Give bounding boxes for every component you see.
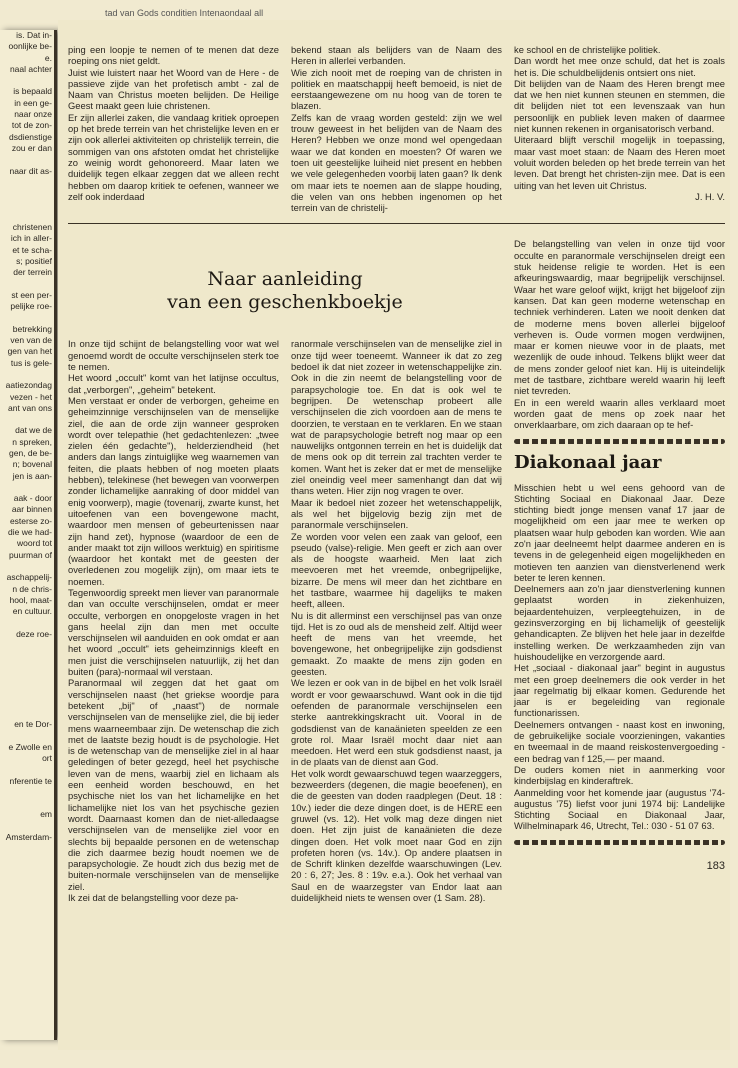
previous-page-line bbox=[0, 279, 54, 290]
paragraph: Dit belijden van de Naam des Heren brengt mee dat we hen niet kunnen steunen en stemmen, die dit belijden niet tot een levenszaak van hun persoonlijk en publiek leven maken of daarmee niet kunnen rekenen in organisatorisch verband. bbox=[514, 77, 725, 135]
previous-page-line: aatiezondag bbox=[5, 380, 52, 391]
top-article bbox=[68, 44, 725, 213]
paragraph: Dan wordt het mee onze schuld, dat het is zoals het is. Die schuldbelijdenis ontsiert ons niet. bbox=[514, 55, 725, 78]
paragraph: Tegenwoordig spreekt men liever van paranormale dan van occulte verschijnselen, omdat er meer occulte, verborgen en onopgeloste vragen in het gans heelal zijn dan men met occulte verschijnselen wil aanduiden en ook omdat er aan het woord „occult" iets geheimzinnigs kleeft en men juist die verschijnselen natuurlijk, zij het dan buiten (para)-normaal wil verstaan. bbox=[68, 586, 279, 678]
previous-page-line: tus is gele- bbox=[10, 357, 52, 368]
previous-page-line bbox=[0, 708, 54, 719]
previous-page-line: puurman of bbox=[9, 549, 52, 560]
previous-page-line bbox=[0, 798, 54, 809]
previous-page-line: dsdienstige bbox=[8, 131, 52, 142]
paragraph: bekend staan als belijders van de Naam des Heren in allerlei verbanden. bbox=[291, 44, 502, 67]
previous-page-line: is bepaald bbox=[13, 86, 52, 97]
previous-page-edge bbox=[0, 30, 57, 1040]
previous-page-line: jen is aan- bbox=[12, 470, 52, 481]
article-column-3 bbox=[514, 238, 725, 903]
article-column-3-paragraphs bbox=[514, 238, 725, 430]
previous-page-line: christenen bbox=[12, 222, 52, 233]
previous-page-line bbox=[0, 663, 54, 674]
previous-page-line bbox=[0, 188, 54, 199]
top-article-column-1 bbox=[68, 44, 279, 213]
previous-page-line: hool, maat- bbox=[9, 594, 52, 605]
previous-page-line bbox=[0, 561, 54, 572]
ornamental-divider-bottom bbox=[514, 840, 725, 845]
previous-page-line bbox=[0, 617, 54, 628]
previous-page-line bbox=[0, 211, 54, 222]
previous-page-line: naar dit as- bbox=[9, 165, 52, 176]
previous-page-line: n de chris- bbox=[12, 583, 52, 594]
previous-page-line bbox=[0, 697, 54, 708]
previous-page-line: vezen - het bbox=[9, 391, 52, 402]
previous-page-line: die we had- bbox=[8, 527, 52, 538]
previous-page-line bbox=[0, 482, 54, 493]
previous-page-line: ort bbox=[42, 753, 52, 763]
author-signature: J. H. V. bbox=[695, 190, 725, 202]
previous-page-line bbox=[0, 685, 54, 696]
previous-page-line: gen van het bbox=[7, 346, 52, 357]
paragraph: Nu is dit allerminst een verschijnsel pas van onze tijd. Het is zo oud als de mensheid zelf. Altijd weer heeft de mens van het vreemde, het bovengewone, het onbegrijpelijke zijn godsdienst gemaakt. Zo maakte de mens zijn goden en geesten. bbox=[291, 609, 502, 678]
section-divider bbox=[68, 223, 725, 224]
paragraph: We lezen er ook van in de bijbel en het volk Israël wordt er voor gewaarschuwd. Want ook in die tijd oefenden de paranormale verschijnselen een sterke aantrekkingskracht uit. Vooral in de godsdienst van de kanaänieten speelden ze een grote rol. Maar Israël mocht daar niet aan meedoen. Het werd een stuk godsdienst naast, ja in de plaats van de dienst aan God. bbox=[291, 677, 502, 768]
previous-page-line: em bbox=[40, 809, 52, 820]
paragraph: En in een wereld waarin alles verklaard moet worden gaat de mens op zoek naar het onverklaarbare, om zich daaraan op te hef- bbox=[514, 396, 725, 431]
previous-page-line: e Zwolle en bbox=[8, 741, 52, 752]
bottom-articles bbox=[68, 238, 725, 903]
previous-page-line: e. bbox=[44, 52, 52, 63]
previous-page-line: n; bovenal bbox=[12, 459, 52, 470]
previous-page-line bbox=[0, 787, 54, 798]
paragraph: De ouders komen niet in aanmerking voor kinderbijslag en kinderaftrek. bbox=[514, 763, 725, 787]
column-3-paragraphs bbox=[514, 44, 725, 191]
previous-page-line: aschappelij- bbox=[6, 572, 52, 583]
previous-page-line: et te scha- bbox=[12, 244, 52, 255]
page-content bbox=[68, 0, 725, 903]
previous-page-line: st een per- bbox=[11, 289, 52, 300]
title-line-1: Naar aanleiding bbox=[207, 268, 363, 291]
paragraph: Paranormaal wil zeggen dat het gaat om verschijnselen naast (het griekse woordje para betekent „bij" of „naast") de normale verschijnselen van de menselijke ziel, die bij ieder mens waarneembaar zijn. De wetenschap die zich met de laatste bezig houdt is de psychologie. Het is de wetenschap van de menselijke ziel in al haar geledingen of beter gezegd, heel het psychische leven van de mens, waarbij ziel en lichaam als een eenheid worden beschouwd, en het psychische niet los van het lichamelijke en het lichamelijke niet los van het psychische gezien wordt. Daarnaast komen dan de niet-alledaagse verschijnselen van de menselijke ziel voor en slechts bij bepaalde personen en de wetenschap die zich daarmee bezig houdt noemen we de parapsychologie. Ze houdt zich dus bezig met de buiten-normale verschijnselen van de menselijke ziel. bbox=[68, 677, 279, 892]
previous-page-line: woord tot bbox=[17, 538, 52, 549]
previous-page-line: n spreken, bbox=[12, 436, 52, 447]
paragraph: Misschien hebt u wel eens gehoord van de Stichting Sociaal en Diakonaal Jaar. Deze stichting biedt jonge mensen vanaf 17 jaar de mogelijkheid om een jaar mee te werken op plaatsen waar hulp geboden kan worden. Wie aan zo'n jaar deelneemt helpt daarmee anderen en is tevens in de gelegenheid eigen mogelijkheden en motieven ten aanzien van dienstverlenend werk beter te leren kennen. bbox=[514, 481, 725, 583]
previous-page-line: tot de zon- bbox=[11, 120, 52, 131]
previous-page-line: in een ge- bbox=[14, 97, 52, 108]
cut-off-header-text: tad van Gods conditien Intenaondaal all bbox=[105, 8, 264, 18]
previous-page-line: Amsterdam- bbox=[5, 832, 52, 843]
top-article-column-3 bbox=[514, 44, 725, 213]
previous-page-line: aak - door bbox=[13, 493, 52, 504]
previous-page-line: aar binnen bbox=[11, 504, 52, 515]
previous-page-line: ant van ons bbox=[8, 402, 52, 413]
previous-page-line: esterse zo- bbox=[9, 515, 52, 526]
previous-page-line: betrekking bbox=[12, 323, 52, 334]
previous-page-line: nferentie te bbox=[9, 775, 52, 786]
previous-page-line bbox=[0, 75, 54, 86]
paragraph: ke school en de christelijke politiek. bbox=[514, 44, 661, 55]
previous-page-line: der terrein bbox=[13, 267, 52, 278]
paragraph: Ik zei dat de belangstelling voor deze pa- bbox=[68, 892, 239, 903]
paragraph: Zelfs kan de vraag worden gesteld: zijn we wel trouw geweest in het belijden van de Naam des Heren? Hebben we onze mond wel opengedaan waar we dat konden en moesten? Of waren we toen uit geestelijke luiheid niet present en hebben we vele gelegenheden voorbij laten gaan? Ik denk om maar iets te noemen aan de slappe houding, die velen van ons hebben ingenomen op het terrein van de christelij- bbox=[291, 111, 502, 214]
paragraph: Het „sociaal - diakonaal jaar" begint in augustus met een groep deelnemers die ook verder in het jaar regelmatig bij elkaar komen. Gedurende het jaar is er begeleiding van regionale functionarissen. bbox=[514, 662, 725, 719]
paragraph: Juist wie luistert naar het Woord van de Here - de passieve zijde van het profetisch ambt - zal de Naam van Christus moeten belijden. De Heilige Geest maakt geen luie christenen. bbox=[68, 66, 279, 112]
paragraph: Deelnemers aan zo'n jaar dienstverlening kunnen geplaatst worden in ziekenhuizen, bejaardentehuizen, verpleegtehuizen, in de gezinsverzorging en bij lichamelijk of geestelijk gehandicapten. Ze blijven het hele jaar in dezelfde instelling werken. De werkzaamheden zijn van huishoudelijke en verzorgende aard. bbox=[514, 583, 725, 662]
article-title bbox=[68, 268, 502, 314]
paragraph: In onze tijd schijnt de belangstelling voor wat wel genoemd wordt de occulte verschijnselen sterk toe te nemen. bbox=[68, 338, 279, 373]
previous-page-line: oonlijke be- bbox=[8, 41, 52, 52]
previous-page-line: naar onze bbox=[14, 109, 52, 120]
previous-page-line: dat we de bbox=[15, 425, 52, 436]
paragraph: Men verstaat er onder de verborgen, geheime en geheimzinnige verschijnselen van de menselijke ziel, die aan de orde zijn wanneer gesproken wordt over telepathie (het gedachtenlezen: „twee zielen één gedachte"), helderziendheid (het anders dan langs zintuiglijke weg waarnemen van feiten, die plaats hebben of nog moeten plaats hebben), telekinese (het bewegen van voorwerpen zonder lichamelijke aanraking of door middel van enig voorwerp), magie (tovenarij, zwarte kunst, het uitoefenen van een bovengewone macht, waardoor men mensen of gebeurtenissen naar zijn hand zet), hypnose (waardoor de een de ander maakt tot zijn willoos werktuig) en spiritisme (waardoor het kontakt met de geesten der overledenen zou mogelijk zijn), om maar iets te noemen. bbox=[68, 394, 279, 587]
article-column-2 bbox=[291, 338, 502, 903]
previous-page-line: ven van de bbox=[10, 335, 52, 346]
paragraph: Uiteraard blijft verschil mogelijk in toepassing, maar vast moet staan: de Naam des Heren moet voluit worden beleden op het brede terrein van het leven. Dat brengt het christen-zijn mee. Dat is een uiting van het leven uit Christus. bbox=[514, 134, 725, 191]
previous-page-line: zou er dan bbox=[11, 142, 52, 153]
top-article-column-2 bbox=[291, 44, 502, 213]
paragraph: Ze worden voor velen een zaak van geloof, een pseudo (valse)-religie. Men geeft er zich aan over als de hoogste waarheid. Men laat zich meevoeren met het vreemde, onbegrijpelijke, bizarre. De mens wil meer dan het zichtbare en het tastbare, waarmee hij dagelijks te maken heeft, alleen. bbox=[291, 530, 502, 610]
previous-page-line bbox=[0, 764, 54, 775]
paragraph: Deelnemers ontvangen - naast kost en inwoning, de gebruikelijke sociale voorzieningen, vakanties en tweemaal in de maand reiskostenvergoeding - een bedrag van f 125,— per maand. bbox=[514, 718, 725, 764]
previous-page-line bbox=[0, 199, 54, 210]
diakonaal-heading: Diakonaal jaar bbox=[514, 451, 662, 473]
previous-page-line: en cultuur. bbox=[12, 606, 52, 617]
paragraph: Wie zich nooit met de roeping van de christen in politiek en maatschappij heeft bemoeid, is niet de eerstaangewezene om nu hoog van de toren te blazen. bbox=[291, 66, 502, 112]
previous-page-line: s; positief bbox=[16, 255, 52, 266]
page-number: 183 bbox=[706, 859, 725, 872]
previous-page-line bbox=[0, 730, 54, 741]
previous-page-line: naal achter bbox=[9, 63, 52, 74]
previous-page-line bbox=[0, 177, 54, 188]
previous-page-line bbox=[0, 369, 54, 380]
previous-page-line bbox=[0, 821, 54, 832]
paragraph: Het woord „occult" komt van het latijnse occultus, dat „verborgen", „geheim" betekent. bbox=[68, 372, 279, 395]
previous-page-line: gen, de be- bbox=[8, 447, 52, 458]
previous-page-line: is. Dat in- bbox=[16, 30, 52, 40]
previous-page-line bbox=[0, 640, 54, 651]
article-column-1 bbox=[68, 338, 279, 903]
previous-page-line bbox=[0, 651, 54, 662]
paragraph: Het volk wordt gewaarschuwd tegen waarzeggers, bezweerders (degenen, die magie beoefenen), en die de geesten van doden raadplegen (Deut. 18 : 10v.) ieder die deze dingen doet, is de HERE een gruwel (vs. 12). Het volk mag deze dingen niet doen. Het zijn juist de kanaänieten die deze dingen doen. Het volk moet naar God en zijn profeten horen (vs. 14v.). Op andere plaatsen in de Schrift klinken dezelfde waarschuwingen (Lev. 20 : 6, 27; Jes. 8 : 19v. e.a.). Ook het verhaal van Saul en de waarzegster van Endor laat aan duidelijkheid niets te wensen over (1 Sam. 28). bbox=[291, 767, 502, 903]
previous-page-line: ich in aller- bbox=[10, 233, 52, 244]
paragraph: Maar ik bedoel niet zozeer het wetenschappelijk, als wel het bijgelovig bezig zijn met de paranormale verschijnselen. bbox=[291, 496, 502, 531]
ornamental-divider bbox=[514, 439, 725, 444]
previous-page-line bbox=[0, 414, 54, 425]
previous-page-line bbox=[0, 312, 54, 323]
paragraph: Er zijn allerlei zaken, die vandaag kritiek oproepen op het brede terrein van het christelijke leven en er zijn ook allerlei aktiviteiten op christelijk terrein, die sommigen van ons afstoten omdat het christelijke zo weinig wordt gehonoreerd. Maar laten we duidelijk tegen elkaar zeggen dat we alleen recht hebben om daarop kritiek te oefenen, wanneer we zelf ook inderdaad bbox=[68, 111, 279, 202]
title-line-2: van een geschenkboekje bbox=[167, 291, 403, 314]
previous-page-line bbox=[0, 154, 54, 165]
paragraph: Aanmelding voor het komende jaar (augustus '74-augustus '75) liefst voor juni 1974 bij: Landelijke Stichting Sociaal en Diakonaal Jaar, Wilhelminapark 46, Utrecht, Tel.: 030 - 51 07 63. bbox=[514, 786, 725, 832]
diakonaal-paragraphs bbox=[514, 482, 725, 832]
paragraph: ping een loopje te nemen of te menen dat deze roeping ons niet geldt. bbox=[68, 44, 279, 67]
previous-page-line bbox=[0, 674, 54, 685]
previous-page-line: pelijke roe- bbox=[10, 301, 52, 312]
paragraph: De belangstelling van velen in onze tijd voor occulte en paranormale verschijnselen dreigt een stuk heidense religie te worden. Het is een afkeuringswaardig, maar begrijpelijk verschijnsel. Waar het ware geloof wijkt, krijgt het bijgeloof zijn kansen. Dat kan geen moderne wetenschap en techniek verhinderen. Laten we nooit denken dat de moderne mens boven allerlei bijgeloof verheven is. Oude vormen mogen verdwijnen, maar er komen nieuwe voor in de plaats, met wezenlijk de oude inhoud. Telkens blijkt weer dat de mens zonder geloof niet kan. Hij is uiteindelijk met de tastbare, zichtbare wereld waarin hij leeft niet tevreden. bbox=[514, 238, 725, 397]
previous-page-line: en te Dor- bbox=[14, 719, 52, 730]
paragraph: ranormale verschijnselen van de menselijke ziel in onze tijd weer toeneemt. Wanneer ik dat zo zeg bedoel ik dat niet zozeer in wetenschappelijke zin. Ook in die zin neemt de belangstelling voor de parapsychologie toe. En dat is ook wel te begrijpen. De wetenschap probeert alle verschijnselen die zich voordoen aan de mens te doorzien, te verstaan en te verklaren. En we staan wat de parapsychologie betreft nog maar op een nauwelijks ontgonnen terrein en het is duidelijk dat de mens ook op dit terrein zal trachten verder te komen. Want het is zeker dat er met de menselijke ziel oneindig veel meer samenhangt dan dat wij thans weten. Hier zijn nog vragen te over. bbox=[291, 338, 502, 497]
previous-page-line: deze roe- bbox=[16, 628, 52, 639]
